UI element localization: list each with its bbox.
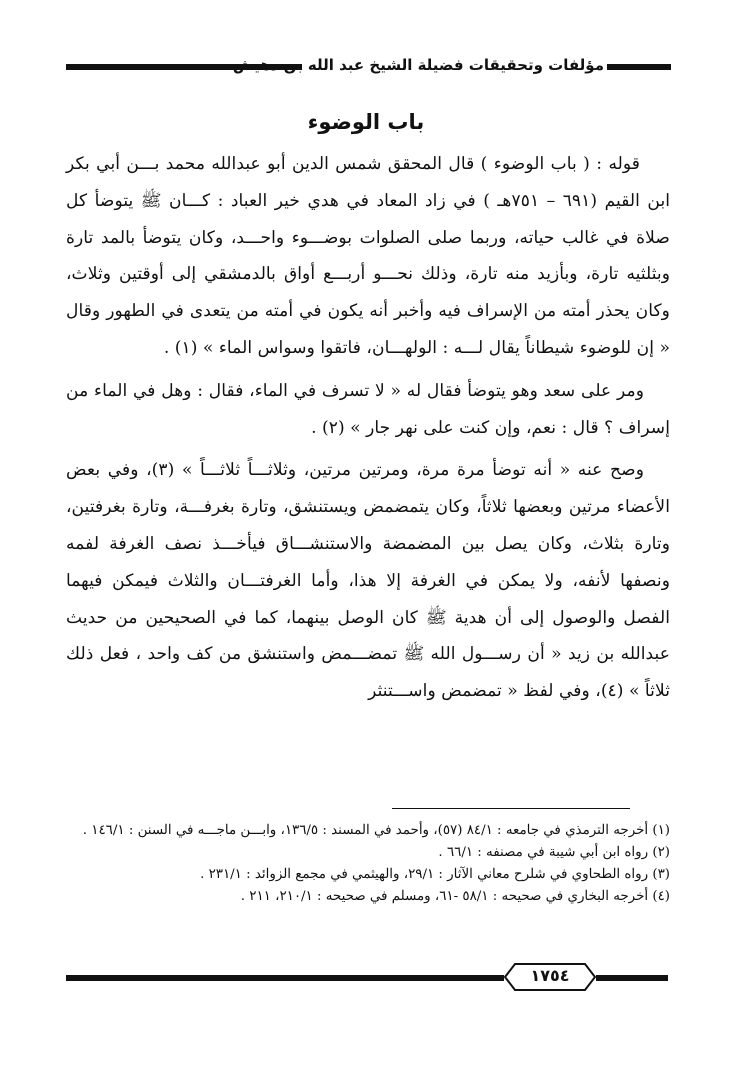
footnote-1: (١) أخرجه الترمذي في جامعه : ٨٤/١ (٥٧)، وأحمد في المسند : ١٣٦/٥، وابـــن ماجـــه في السنن : ١٤٦/١ . (82, 823, 670, 838)
running-header-title: مؤلفات وتحقيقات فضيلة الشيخ عبد الله بن دهيش (232, 56, 604, 74)
paragraph-2: ومر على سعد وهو يتوضأ فقال له « لا تسرف في الماء، فقال : وهل في الماء من إسراف ؟ قال : نعم، وإن كنت على نهر جار » (٢) . (66, 380, 670, 438)
paragraph-1: قوله : ( باب الوضوء ) قال المحقق شمس الدين أبو عبدالله محمد بـــن أبي بكر ابن القيم (٦٩١ – ٧٥١هـ ) في زاد المعاد في هدي خير العباد : كـــان ﷺ يتوضأ كل صلاة في غالب حياته، وربما صلى الصلوات بوضـــوء واحـــد، وكان يتوضأ بالمد تارة وبثلثيه تارة، وبأزيد منه تارة، وذلك نحـــو أربـــع أواق بالدمشقي إلى أوقتين وثلاث، وكان يحذر أمته من الإسراف فيه وأخبر أنه يكون في أمته من يتعدى في الطهور وقال « إن للوضوء شيطاناً يقال لـــه : الولهـــان، فاتقوا وسواس الماء » (١) . (66, 154, 670, 358)
page-number-frame (497, 962, 603, 992)
footnote-separator (392, 808, 630, 809)
footnotes (66, 820, 670, 908)
footnote-2: (٢) رواه ابن أبي شيبة في مصنفه : ٦٦/١ . (438, 845, 670, 860)
footer-rule-left (66, 975, 504, 981)
page-number: ١٧٥٤ (530, 966, 570, 985)
paragraph-3: وصح عنه « أنه توضأ مرة مرة، ومرتين مرتين، وثلاثـــاً ثلاثـــاً » (٣)، وفي بعض الأعضاء مرتين وبعضها ثلاثاً، وكان يتمضمض ويستنشق، وتارة بغرفـــة، وتارة بغرفتين، وتارة بثلاث، وكان يصل بين المضمضة والاستنشـــاق فيأخـــذ نصف الغرفة لفمه ونصفها لأنفه، ولا يمكن في الغرفة إلا هذا، وأما الغرفتـــان والثلاث فيمكن فيهما الفصل والوصول إلى أن هدية ﷺ كان الوصل بينهما، كما في الصحيحين من حديث عبدالله بن زيد « أن رســـول الله ﷺ تمضـــمض واستنشق من كف واحد ، فعل ذلك ثلاثاً » (٤)، وفي لفظ « تمضمض واســـتنثر (66, 460, 670, 702)
chapter-title: باب الوضوء (307, 110, 425, 134)
footer-rule-right (596, 975, 668, 981)
footnote-4: (٤) أخرجه البخاري في صحيحه : ٥٨/١ -٦١، ومسلم في صحيحه : ٢١٠/١، ٢١١ . (240, 889, 670, 904)
footnote-3: (٣) رواه الطحاوي في شلرح معاني الآثار : ٢٩/١، والهيثمي في مجمع الزوائد : ٢٣١/١ . (200, 867, 670, 882)
body-text (66, 146, 670, 716)
header-rule-right (607, 64, 671, 70)
